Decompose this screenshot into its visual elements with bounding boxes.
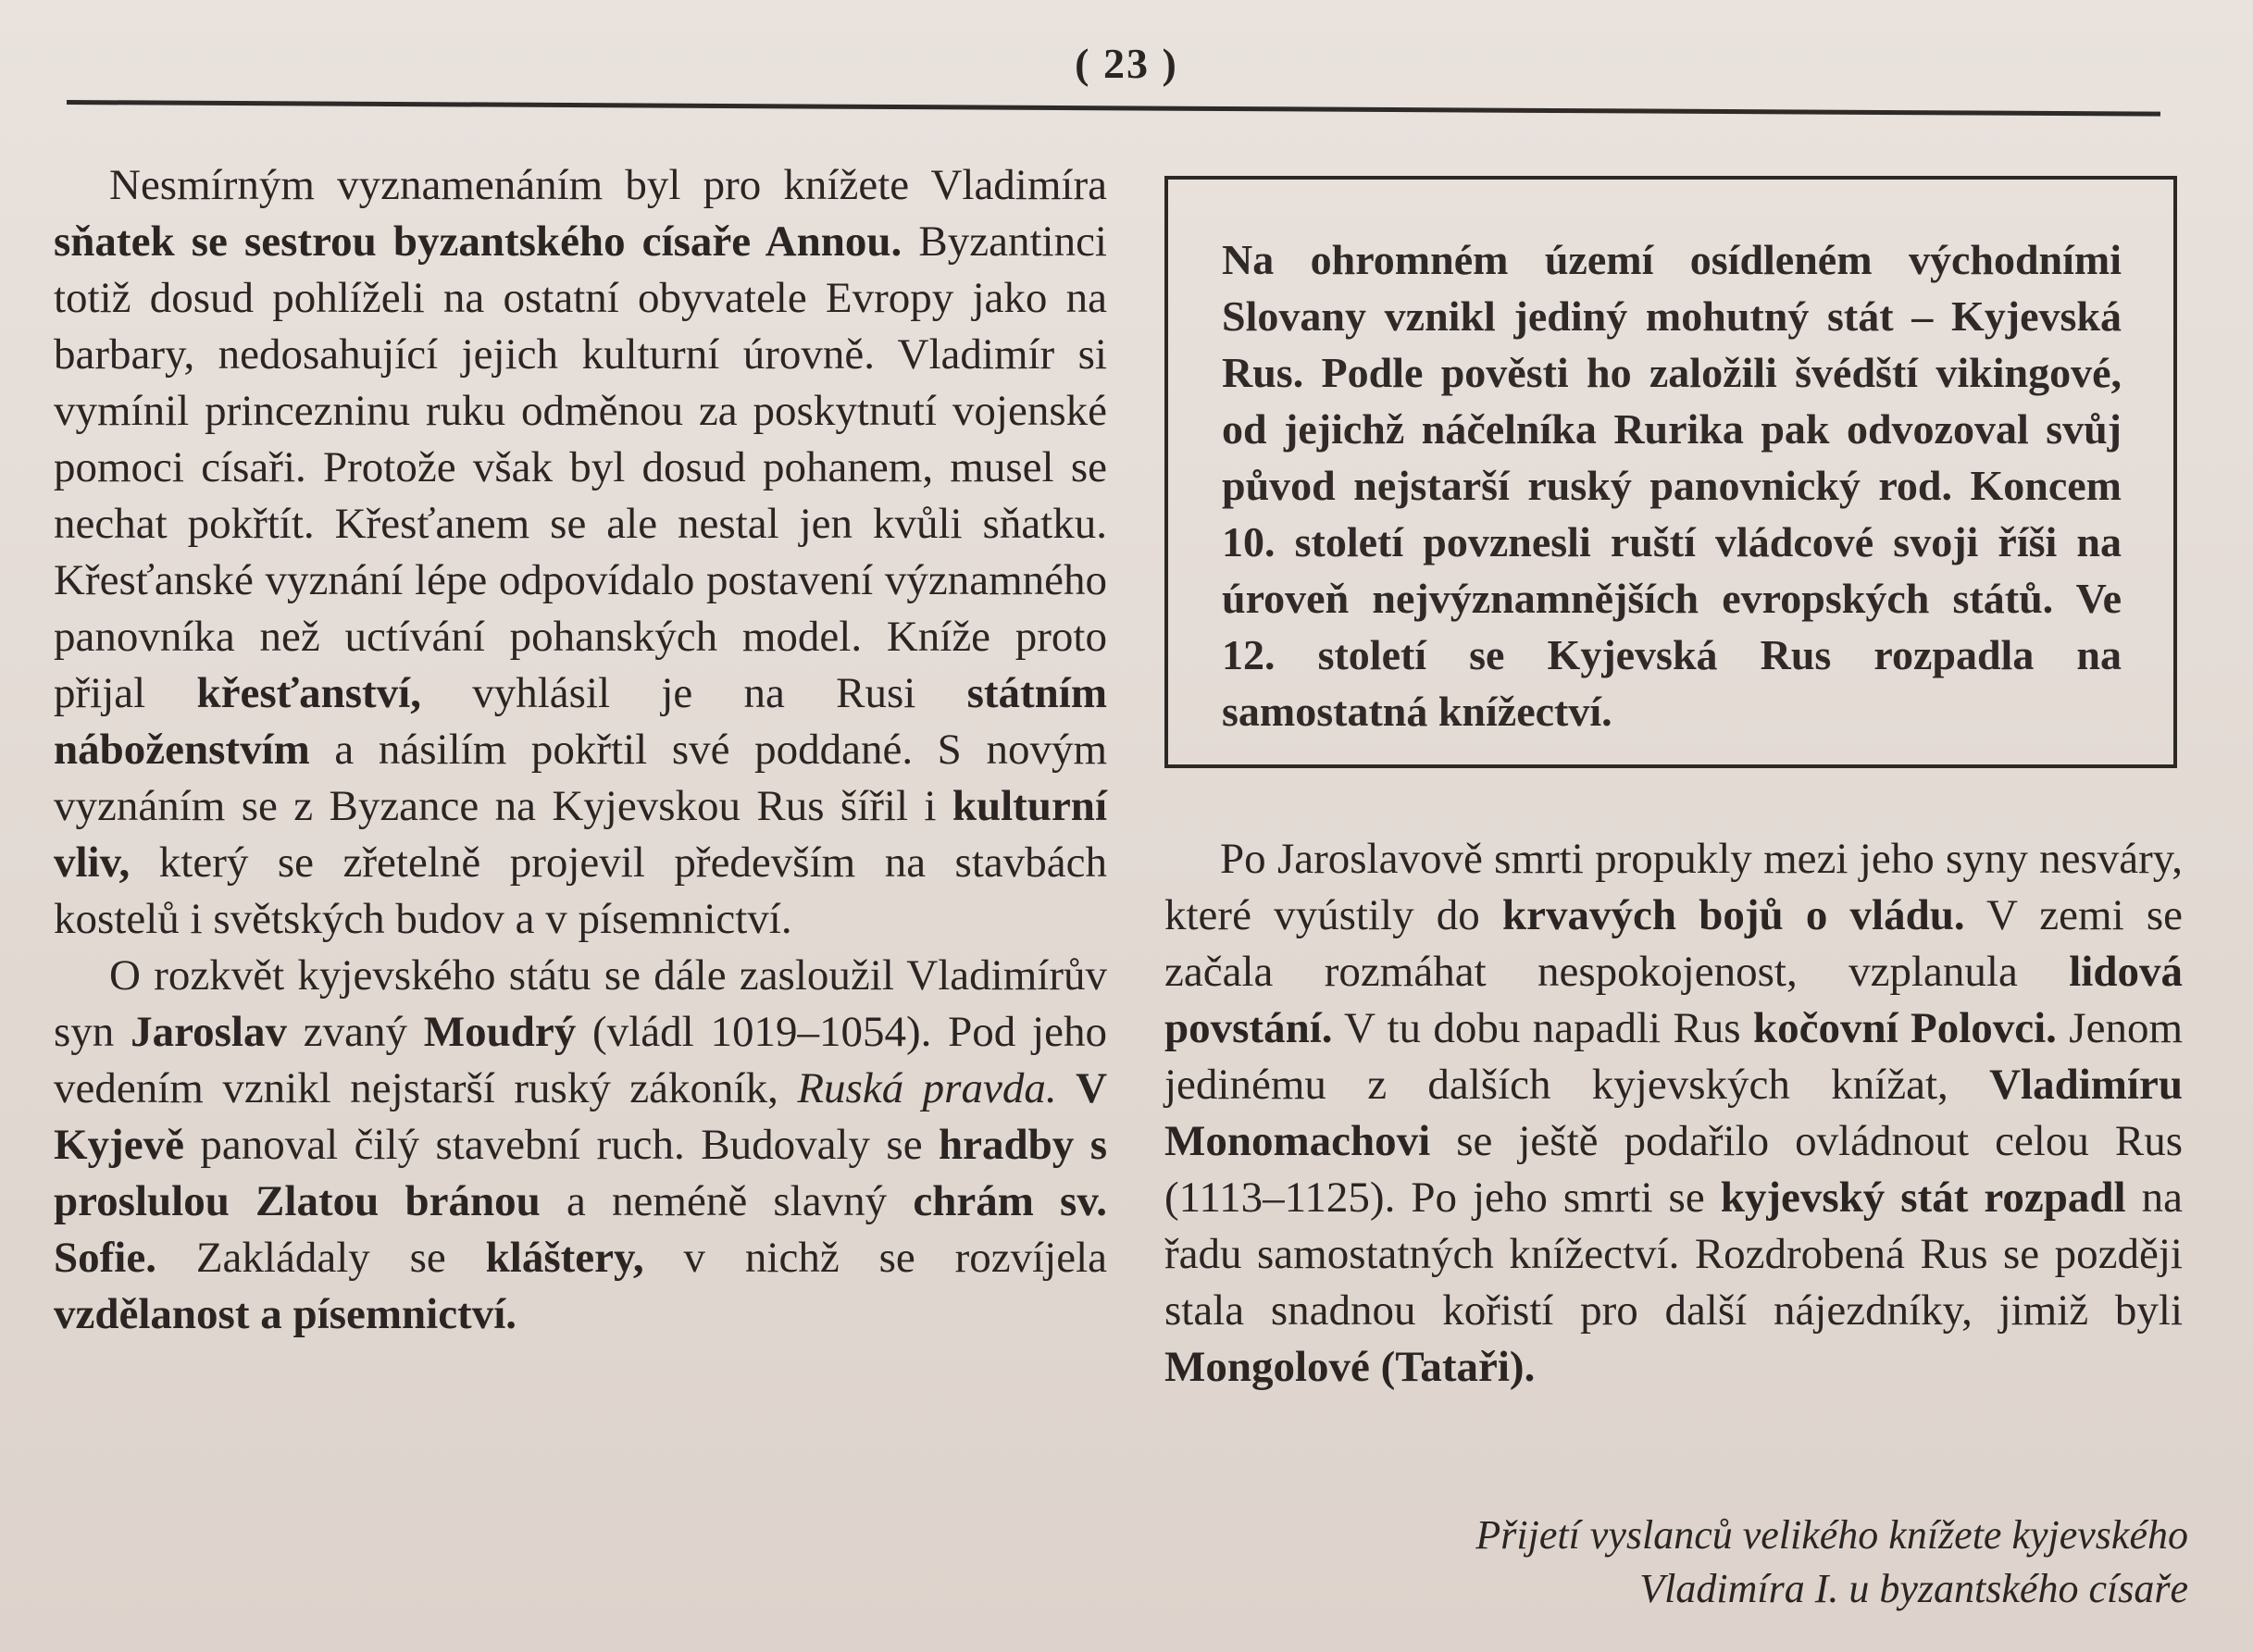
bold-term: kláštery, [485,1234,644,1282]
text-run: V tu dobu napadli Rus [1332,1004,1753,1052]
bold-term: vzdělanost a písemnictví. [54,1290,517,1338]
left-column [54,157,1107,1343]
text-run: Jenom jedinému z dalších kyjevských knížat, [1164,1004,2184,1109]
header-rule [67,100,2160,117]
bold-term: křesťanství, [196,669,421,717]
text-run: V zemi se začala rozmáhat nespokojenost, vzplanula [1164,891,2183,996]
bold-term: Jaroslav [131,1008,287,1056]
bold-term: chrám sv. Sofie. [54,1177,1108,1282]
bold-term: krvavých bojů o vládu. [1502,891,1965,939]
bold-term: Mongolové (Tataři). [1164,1343,1536,1391]
bold-term: kočovní Polovci. [1752,1004,2057,1052]
bold-term: Moudrý [423,1008,577,1056]
bold-term: V Kyjevě [54,1064,1108,1169]
page-number: ( 23 ) [1075,40,1178,87]
paragraph-vladimir-marriage [54,157,1107,948]
right-column [1164,831,2183,1396]
bold-term: státním náboženstvím [54,669,1108,774]
bold-term: Vladimíru Monomachovi [1164,1061,2183,1165]
text-run: a násilím pokřtil své poddané. S novým vyznáním se z Byzance na Kyjevskou Rus šířil i [54,726,1107,830]
bold-term: kulturní vliv, [54,782,1107,887]
text-run: na řadu samostatných knížectví. Rozdrobená Rus se později stala snadnou kořistí pro další nájezdníky, jimiž byli [1164,1174,2183,1335]
text-run: v nichž se rozvíjela [643,1234,1107,1282]
paragraph-after-jaroslav [1164,831,2183,1396]
text-run: zvaný [286,1008,424,1056]
text-run: panoval čilý stavební ruch. Budovaly se [183,1121,939,1169]
text-run: (vládl 1019–1054). Pod jeho vedením vznikl nejstarší ruský zákoník, [54,1008,1107,1112]
paragraph-jaroslav [54,948,1107,1343]
bold-term: sňatek se sestrou byzantského císaře Annou. [54,217,902,266]
bold-term: hradby s proslulou Zlatou bránou [54,1121,1107,1225]
bold-term: kyjevský stát rozpadl [1720,1174,2126,1222]
caption-line: Vladimíra I. u byzantského císaře [1639,1566,2188,1611]
bold-term: lidová povstání. [1164,948,2183,1052]
summary-box-text: Na ohromném území osídleném východními Slovany vznikl jediný mohutný stát – Kyjevská Rus. Podle pověsti ho založili švédští vikingové, od jejichž náčelníka Rurika pak odvozoval svůj původ nejstarší ruský panovnický rod. Koncem 10. století povznesli ruští vládcové svoji říši na úroveň nejvýznamnějších evropských států. Ve 12. století se Kyjevská Rus rozpadla na samostatná knížectví. [1222,236,2122,735]
text-run [1057,1064,1076,1112]
text-run: Byzantinci totiž dosud pohlíželi na ostatní obyvatele Evropy jako na barbary, nedosahující jejich kulturní úrovně. Vladimír si vymínil princezninu ruku odměnou za poskytnutí vojenské pomoci císaři. Protože však byl dosud pohanem, musel se nechat pokřtít. Křesťanem se ale nestal jen kvůli sňatku. Křesťanské vyznání lépe odpovídalo postavení významného panovníka než uctívání pohanských model. Kníže proto přijal [54,217,1107,717]
text-run: a neméně slavný [540,1177,914,1225]
summary-box [1164,176,2177,768]
text-run: O rozkvět kyjevského státu se dále zasloužil Vladimírův syn [54,951,1107,1056]
text-run: Nesmírným vyznamenáním byl pro knížete Vladimíra [109,161,1107,209]
text-run: se ještě podařilo ovládnout celou Rus (1113–1125). Po jeho smrti se [1164,1117,2183,1222]
italic-term: Ruská pravda. [797,1064,1057,1112]
image-caption [1170,1509,2188,1616]
text-run: který se zřetelně projevil především na stavbách kostelů i světských budov a v písemnictví. [54,838,1107,943]
text-run: Zakládaly se [156,1234,486,1282]
text-run: vyhlásil je na Rusi [420,669,967,717]
text-run: Po Jaroslavově smrti propukly mezi jeho syny nesváry, které vyústily do [1164,835,2183,939]
caption-line: Přijetí vyslanců velikého knížete kyjevského [1475,1512,2188,1558]
